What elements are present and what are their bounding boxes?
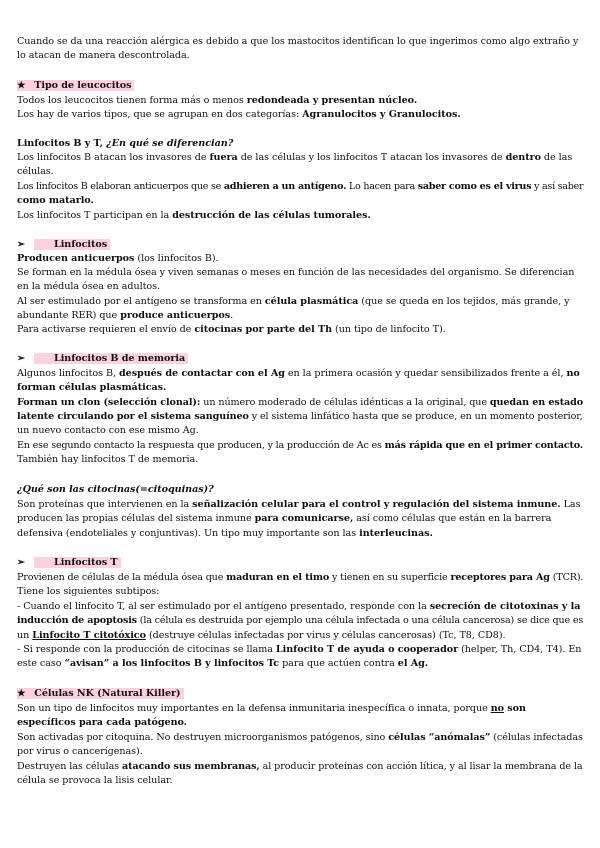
paragraph-line: Son activadas por citoquina. No destruyen microorganismos patógenos, sino células “anómalas” (células infectadas [17,732,583,743]
intro-line-2: lo atacan de manera descontrolada. [17,50,190,61]
section-heading [17,557,121,569]
paragraph-line: Provienen de células de la médula ósea que maduran en el timo y tienen en su superficie receptores para Ag (TCR). [17,572,584,583]
section-heading: ¿Qué son las citocinas(=citoquinas)? [17,484,214,495]
paragraph-line: Producen anticuerpos (los linfocitos B). [17,253,219,264]
paragraph-line: forman células plasmáticas. [17,382,167,393]
star-icon: ★ [17,80,26,91]
section-title: Linfocitos [54,239,108,250]
section-heading [17,353,188,365]
section-heading [17,80,134,92]
paragraph-line: como matarlo. [17,195,94,206]
paragraph-line: en la médula ósea en adultos. [17,281,160,292]
paragraph-line: Al ser estimulado por el antígeno se transforma en célula plasmática (que se queda en los tejidos, más grande, y [17,296,570,307]
paragraph-line: - Si responde con la producción de citocinas se llama Linfocito T de ayuda o cooperador (helper, Th, CD4, T4). En [17,644,582,655]
star-icon: ★ [17,688,26,699]
section-title: Células NK (Natural Killer) [34,688,181,699]
section-heading: Linfocitos B y T, ¿En qué se diferencian? [17,138,234,149]
section-title: Tipo de leucocitos [34,80,132,91]
paragraph-line: Los linfocitos B elaboran anticuerpos que se adhieren a un antígeno. Lo hacen para saber como es el virus y así saber [17,181,584,192]
paragraph-line: Los hay de varios tipos, que se agrupan en dos categorías: Agranulocitos y Granulocitos. [17,109,461,120]
paragraph-line: Para activarse requieren el envío de citocinas por parte del Th (un tipo de linfocito T). [17,324,446,335]
paragraph-line: un nuevo contacto con ese mismo Ag. [17,425,199,436]
paragraph-line: - Cuando el linfocito T, al ser estimulado por el antígeno presentado, responde con la secreción de citotoxinas y la [17,601,581,612]
arrow-bullet-icon: ➢ [17,239,25,250]
section-title: Linfocitos B de memoria [54,353,186,364]
paragraph-line: defensiva (endoteliales y conjuntivas). Un tipo muy importante son las interleucinas. [17,528,433,539]
arrow-bullet-icon: ➢ [17,557,25,568]
intro-line-1: Cuando se da una reacción alérgica es debido a que los mastocitos identifican lo que ingerimos como algo extraño y [17,36,579,47]
paragraph-line: Destruyen las células atacando sus membranas, al producir proteínas con acción lítica, y al lisar la membrana de la [17,761,583,772]
paragraph-line: Los linfocitos T participan en la destrucción de las células tumorales. [17,210,371,221]
paragraph-line: célula se provoca la lisis celular. [17,775,173,786]
paragraph-line: producen las propias células del sistema inmune para comunicarse, así como células que están en la barrera [17,513,552,524]
section-title: Linfocitos T [54,557,118,568]
paragraph-line: Son proteínas que intervienen en la señalización celular para el control y regulación del sistema inmune. Las [17,499,581,510]
paragraph-line: Son un tipo de linfocitos muy importantes en la defensa inmunitaria inespecífica o innata, porque no son [17,703,526,714]
paragraph-line: Los linfocitos B atacan los invasores de fuera de las células y los linfocitos T atacan los invasores de dentro de las [17,152,573,163]
arrow-bullet-icon: ➢ [17,353,25,364]
section-heading [17,688,184,700]
paragraph-line: un Linfocito T citotóxico (destruye células infectadas por virus y células cancerosas) (Tc, T8, CD8). [17,630,506,641]
paragraph-line: células. [17,166,54,177]
paragraph-line: Tiene los siguientes subtipos: [17,586,160,597]
paragraph-line: Forman un clon (selección clonal): un número moderado de células idénticas a la original, que quedan en estado [17,397,584,408]
paragraph-line: inducción de apoptosis (la célula es destruida por ejemplo una célula infectada o una célula cancerosa) se dice que es [17,615,584,626]
paragraph-line: latente circulando por el sistema sanguíneo y el sistema linfático hasta que se produce, en un momento posterior, [17,411,583,422]
paragraph-line: También hay linfocitos T de memoria. [17,454,199,465]
paragraph-line: abundante RER) que produce anticuerpos. [17,310,234,321]
section-heading [17,239,110,251]
paragraph-line: Se forman en la médula ósea y viven semanas o meses en función de las necesidades del organismo. Se diferencian [17,267,575,278]
paragraph-line: específicos para cada patógeno. [17,717,187,728]
paragraph-line: por virus o cancerígenas). [17,746,143,757]
paragraph-line: En ese segundo contacto la respuesta que producen, y la producción de Ac es más rápida que en el primer contacto. [17,440,583,451]
paragraph-line: este caso “avisan” a los linfocitos B y linfocitos Tc para que actúen contra el Ag. [17,658,429,669]
paragraph-line: Algunos linfocitos B, después de contactar con el Ag en la primera ocasión y quedar sensibilizados frente a él, no [17,368,580,379]
paragraph-line: Todos los leucocitos tienen forma más o menos redondeada y presentan núcleo. [17,95,418,106]
